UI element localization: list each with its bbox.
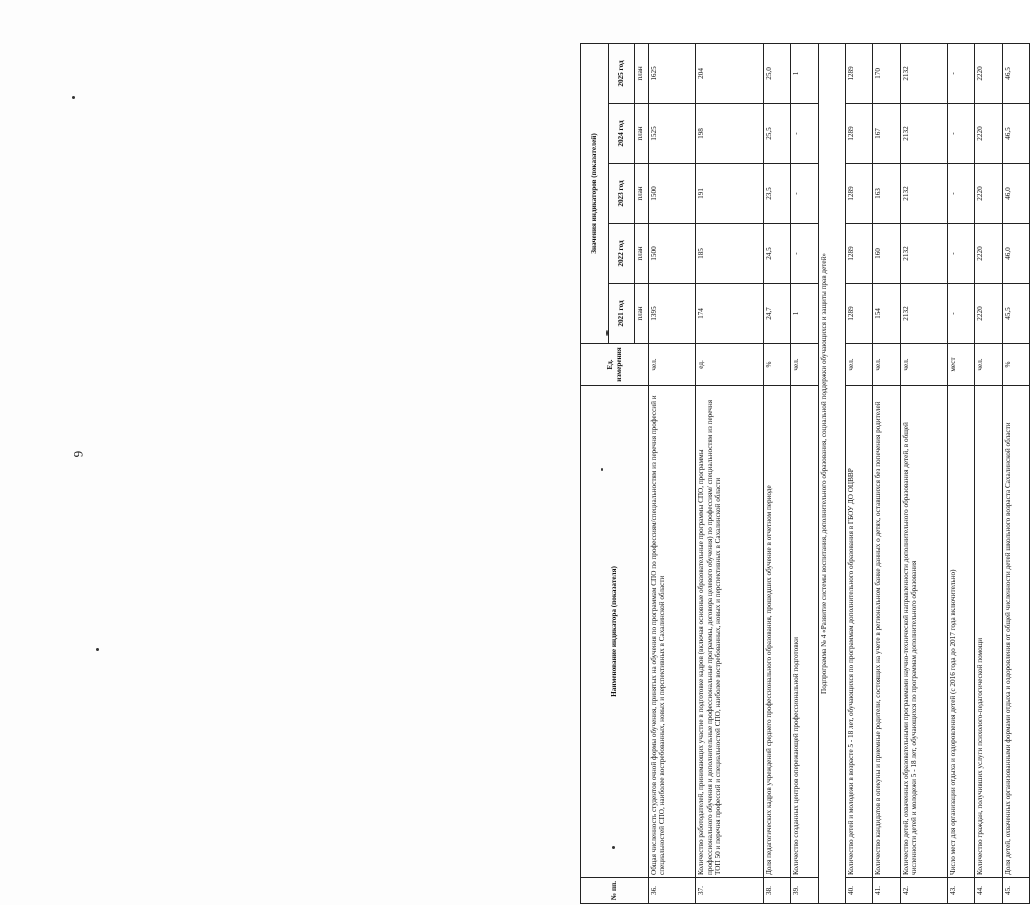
row-unit: чел. [649, 344, 696, 386]
row-num: 43. [948, 878, 975, 904]
row-value: 1289 [846, 104, 873, 164]
row-num: 39. [791, 878, 818, 904]
row-num: 37. [696, 878, 764, 904]
table-row [764, 43, 791, 903]
row-value: 46,5 [1002, 104, 1029, 164]
row-value: 160 [873, 224, 900, 284]
row-value: - [948, 104, 975, 164]
row-value: 46,5 [1002, 43, 1029, 103]
row-unit: ед. [696, 344, 764, 386]
header-year: 2024 год [609, 104, 635, 164]
row-value: 1289 [846, 284, 873, 344]
table-row [873, 43, 900, 903]
row-value: 204 [696, 43, 764, 103]
row-value: 2132 [900, 224, 947, 284]
header-year: 2021 год [609, 284, 635, 344]
subprogram-title: Подпрограмма № 4 «Развитие системы воспитания, дополнительного образования, социальной поддержки обучающихся и защиты прав детей» [818, 43, 845, 903]
row-num: 41. [873, 878, 900, 904]
row-name: Количество созданных центров опережающей профессиональной подготовки [791, 386, 818, 878]
row-value: 1289 [846, 164, 873, 224]
row-value: 1289 [846, 43, 873, 103]
scan-speck [72, 96, 75, 99]
row-value: 24,5 [764, 224, 791, 284]
row-name: Число мест для организации отдыха и оздоровления детей (с 2016 года до 2017 года включительно) [948, 386, 975, 878]
row-num: 44. [975, 878, 1002, 904]
header-num: № пп. [581, 878, 649, 904]
header-values-group: Значения индикаторов (показателей) [581, 43, 609, 343]
row-value: 1500 [649, 164, 696, 224]
row-name: Количество работодателей, принимающих участие в подготовке кадров (включая основные образовательные программы СПО, программы профессионального обучения и дополнительные профессиональные программы, договора целевого обучения) по профессиям/ специальностям из перечня ТОП 50 и перечня профессий и специальностей СПО, наиболее востребованных, новых и перспективных в Сахалинской области [696, 386, 764, 878]
row-value: 24,7 [764, 284, 791, 344]
row-unit: чел. [900, 344, 947, 386]
row-num: 40. [846, 878, 873, 904]
row-value: 2220 [975, 164, 1002, 224]
row-num: 38. [764, 878, 791, 904]
scan-speck [601, 468, 603, 471]
row-value: 2220 [975, 284, 1002, 344]
header-plan: план [635, 43, 649, 103]
header-plan: план [635, 224, 649, 284]
row-value: 1395 [649, 284, 696, 344]
row-name: Доля детей, охваченных организованными формами отдыха и оздоровления от общей численности детей школьного возраста Сахалинской области [1002, 386, 1029, 878]
header-unit: Ед. измерения [581, 344, 649, 386]
row-value: - [948, 43, 975, 103]
rotated-table-wrapper [580, 44, 1030, 904]
row-name: Доля педагогических кадров учреждений среднего профессионального образования, прошедших обучение в отчетном периоде [764, 386, 791, 878]
row-unit: мест [948, 344, 975, 386]
scan-speck [96, 648, 99, 651]
row-value: 23,5 [764, 164, 791, 224]
row-value: 1289 [846, 224, 873, 284]
row-value: 1 [791, 43, 818, 103]
table-row [791, 43, 818, 903]
table-row [900, 43, 947, 903]
row-unit: % [1002, 344, 1029, 386]
row-name: Количество детей и молодежи в возрасте 5 - 18 лет, обучающихся по программам дополнительного образования в ГБОУ ДО ОЦВВР [846, 386, 873, 878]
scan-speck [606, 330, 608, 336]
row-num: 36. [649, 878, 696, 904]
page-number: 6 [71, 450, 86, 458]
row-unit: чел. [873, 344, 900, 386]
row-value: - [948, 224, 975, 284]
row-value: 198 [696, 104, 764, 164]
table-row [846, 43, 873, 903]
row-value: - [948, 284, 975, 344]
header-name: Наименование индикатора (показателя) [581, 386, 649, 878]
row-unit: чел. [975, 344, 1002, 386]
header-plan: план [635, 104, 649, 164]
row-value: 46,0 [1002, 224, 1029, 284]
row-value: 185 [696, 224, 764, 284]
row-value: 1 [791, 284, 818, 344]
row-value: 25,0 [764, 43, 791, 103]
row-value: 2220 [975, 224, 1002, 284]
row-value: - [791, 104, 818, 164]
row-unit: % [764, 344, 791, 386]
row-value: 46,0 [1002, 164, 1029, 224]
row-value: 1625 [649, 43, 696, 103]
row-value: 45,5 [1002, 284, 1029, 344]
row-value: 163 [873, 164, 900, 224]
row-value: 1525 [649, 104, 696, 164]
scan-speck [612, 846, 615, 849]
row-value: 25,5 [764, 104, 791, 164]
row-value: 167 [873, 104, 900, 164]
row-name: Количество детей, охваченных образовательными программами научно-технической направленности дополнительного образования детей, в общей численности детей и молодежи 5 - 18 лет, обучающихся по программам дополнительного образования [900, 386, 947, 878]
row-name: Количество кандидатов в опекуны и приемные родители, состоящих на учете в региональном банке данных о детях, оставшихся без попечения родителей [873, 386, 900, 878]
row-value: - [791, 224, 818, 284]
table-row [948, 43, 975, 903]
header-year: 2025 год [609, 43, 635, 103]
row-num: 42. [900, 878, 947, 904]
header-plan: план [635, 284, 649, 344]
row-value: 1500 [649, 224, 696, 284]
row-value: 2220 [975, 104, 1002, 164]
row-unit: чел. [846, 344, 873, 386]
row-value: 2132 [900, 164, 947, 224]
table-row [1002, 43, 1029, 903]
row-value: 191 [696, 164, 764, 224]
header-plan: план [635, 164, 649, 224]
row-value: 2132 [900, 284, 947, 344]
row-value: 2220 [975, 43, 1002, 103]
header-year: 2023 год [609, 164, 635, 224]
table-row [975, 43, 1002, 903]
table-row [696, 43, 764, 903]
row-value: 154 [873, 284, 900, 344]
table-row [649, 43, 696, 903]
row-value: 2132 [900, 104, 947, 164]
row-value: - [791, 164, 818, 224]
row-name: Общая численность студентов очной формы обучения, принятых на обучения по программам СПО по профессиям/специальностям из перечня профессий и специальностей СПО, наиболее востребованных, новых и перспективных в Сахалинской области [649, 386, 696, 878]
row-name: Количество граждан, получивших услуги психолого-педагогической помощи [975, 386, 1002, 878]
row-value: 170 [873, 43, 900, 103]
row-unit: чел. [791, 344, 818, 386]
row-value: 174 [696, 284, 764, 344]
header-year: 2022 год [609, 224, 635, 284]
subprogram-row [818, 43, 845, 903]
row-value: - [948, 164, 975, 224]
row-value: 2132 [900, 43, 947, 103]
indicators-table [580, 43, 1030, 904]
row-num: 45. [1002, 878, 1029, 904]
